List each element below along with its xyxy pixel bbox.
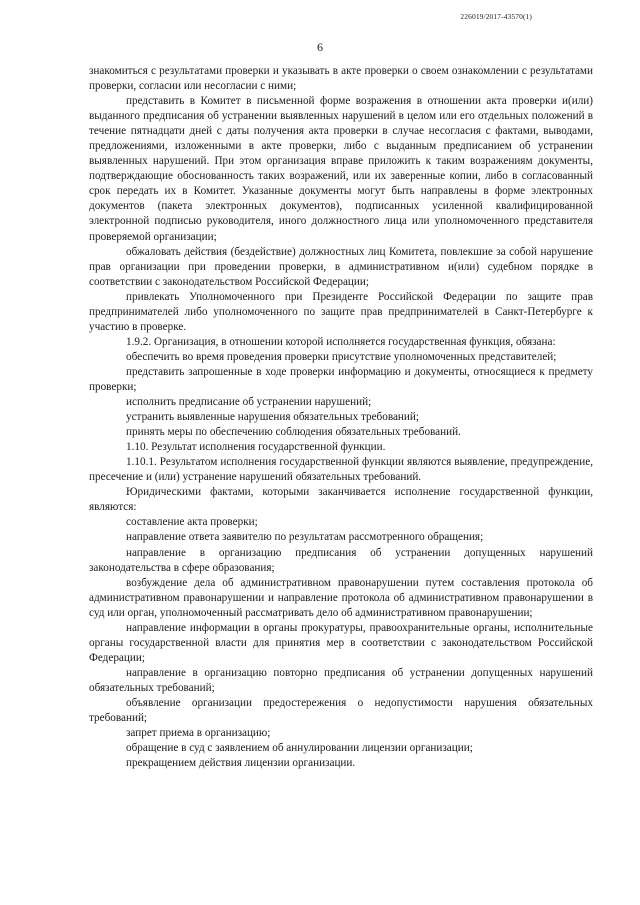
paragraph: направление информации в органы прокуратуры, правоохранительные органы, исполнительные органы государственной власти для принятия мер в соответствии с законодательством Российской Федерации; <box>89 621 593 664</box>
paragraph: знакомиться с результатами проверки и указывать в акте проверки о своем ознакомлении с результатами проверки, согласии или несогласии с ними; <box>89 65 593 93</box>
paragraph: направление в организацию предписания об устранении допущенных нарушений законодательства в сфере образования; <box>89 546 593 574</box>
document-body <box>89 64 593 771</box>
paragraph: составление акта проверки; <box>126 516 258 529</box>
paragraph: обеспечить во время проведения проверки присутствие уполномоченных представителей; <box>126 350 557 363</box>
paragraph: 1.9.2. Организация, в отношении которой исполняется государственная функция, обязана: <box>126 335 556 348</box>
paragraph: Юридическими фактами, которыми заканчивается исполнение государственной функции, являются: <box>89 486 593 514</box>
paragraph: прекращением действия лицензии организации. <box>126 757 356 770</box>
paragraph: представить в Комитет в письменной форме возражения в отношении акта проверки и(или) выданного предписания об устранении выявленных нарушений в целом или его отдельных положений в течение пятнадцати дней с даты получения акта проверки в случае несогласия с фактами, выводами, предложениями, изложенными в акте проверки, либо с выданным предписанием об устранении выявленных нарушений. При этом организация вправе приложить к таким возражениям документы, подтверждающие обоснованность таких возражений, или их заверенные копии, либо в согласованный срок передать их в Комитет. Указанные документы могут быть направлены в форме электронных документов (пакета электронных документов), подписанных усиленной квалифицированной электронной подписью руководителя, иного должностного лица или уполномоченного представителя проверяемой организации; <box>89 95 593 243</box>
paragraph: представить запрошенные в ходе проверки информацию и документы, относящиеся к предмету проверки; <box>89 365 593 393</box>
paragraph: 1.10.1. Результатом исполнения государственной функции являются выявление, предупреждение, пресечение и (или) устранение нарушений обязательных требований. <box>89 456 593 484</box>
paragraph: устранить выявленные нарушения обязательных требований; <box>126 411 419 424</box>
document-id: 226019/2017-43570(1) <box>460 12 532 21</box>
paragraph: объявление организации предостережения о недопустимости нарушения обязательных требований; <box>89 696 593 725</box>
paragraph: обжаловать действия (бездействие) должностных лиц Комитета, повлекшие за собой нарушение прав организации при проведении проверки, в административном и(или) судебном порядке в соответствии с законодательством Российской Федерации; <box>89 245 593 288</box>
paragraph: исполнить предписание об устранении нарушений; <box>126 396 372 409</box>
paragraph: направление в организацию повторно предписания об устранении допущенных нарушений обязательных требований; <box>89 666 593 694</box>
paragraph: обращение в суд с заявлением об аннулировании лицензии организации; <box>126 742 473 755</box>
page-number: 6 <box>317 40 323 54</box>
paragraph: запрет приема в организацию; <box>126 727 271 740</box>
paragraph: принять меры по обеспечению соблюдения обязательных требований. <box>126 426 461 439</box>
paragraph: возбуждение дела об административном правонарушении путем составления протокола об административном правонарушении и направление протокола об административном правонарушении в суд или орган, уполномоченный рассматривать дело об административном правонарушении; <box>89 576 593 619</box>
section-heading: 1.10. Результат исполнения государственной функции. <box>126 441 386 454</box>
paragraph: привлекать Уполномоченного при Президенте Российской Федерации по защите прав предпринимателей либо уполномоченного по защите прав предпринимателей в Санкт-Петербурге к участию в проверке. <box>89 290 593 333</box>
paragraph: направление ответа заявителю по результатам рассмотренного обращения; <box>126 531 484 544</box>
